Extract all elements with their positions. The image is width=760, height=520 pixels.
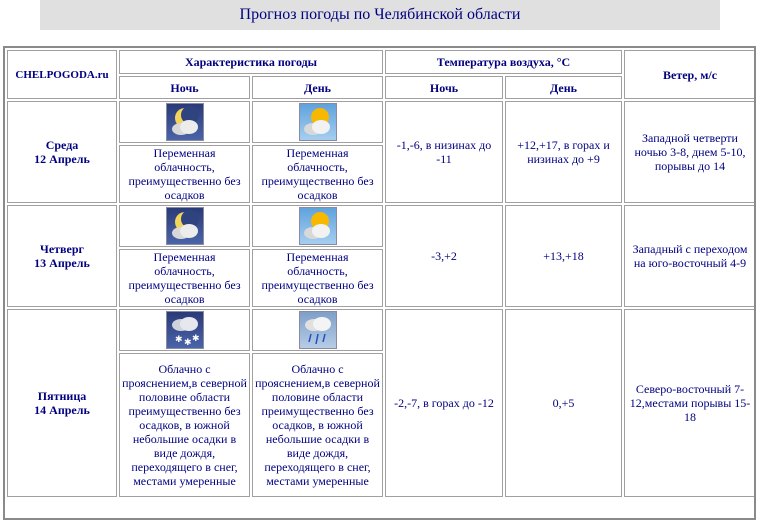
svg-text:✱: ✱ bbox=[183, 337, 192, 347]
brand-label: CHELPOGODA.ru bbox=[7, 50, 117, 99]
day-desc: Переменная облачность, преимущественно без осадков bbox=[252, 145, 383, 203]
forecast-table bbox=[5, 48, 756, 499]
day-icon-cell bbox=[252, 205, 383, 247]
day-desc: Переменная облачность, преимущественно без осадков bbox=[252, 249, 383, 307]
weekday: Среда bbox=[45, 138, 79, 152]
temp-night: -1,-6, в низинах до -11 bbox=[385, 101, 503, 203]
night-icon-cell bbox=[119, 205, 250, 247]
temp-night: -3,+2 bbox=[385, 205, 503, 307]
wind-header: Ветер, м/с bbox=[624, 50, 756, 99]
weekday: Пятница bbox=[37, 389, 87, 403]
night-desc: Переменная облачность, преимущественно без осадков bbox=[119, 145, 250, 203]
date: 12 Апрель bbox=[34, 152, 90, 166]
weather-day-header: День bbox=[252, 76, 383, 99]
snow-cloud-icon bbox=[166, 311, 204, 349]
day-icon-cell bbox=[252, 309, 383, 351]
temp-day: +13,+18 bbox=[505, 205, 622, 307]
temp-day-header: День bbox=[505, 76, 622, 99]
svg-text:✱: ✱ bbox=[191, 333, 200, 343]
day-desc: Облачно с прояснением,в северной половине области преимущественно без осадков, в южной небольшие осадки в виде дождя, переходящего в снег, местами умеренные bbox=[252, 353, 383, 497]
temp-day: 0,+5 bbox=[505, 309, 622, 497]
forecast-frame bbox=[3, 46, 756, 520]
temp-night-header: Ночь bbox=[385, 76, 503, 99]
night-icon-cell bbox=[119, 101, 250, 143]
rain-cloud-icon bbox=[299, 311, 337, 349]
night-icon-cell bbox=[119, 309, 250, 351]
moon-cloud-icon bbox=[166, 207, 204, 245]
day-label bbox=[7, 101, 117, 203]
date: 13 Апрель bbox=[34, 256, 90, 270]
night-desc: Облачно с прояснением,в северной половине области преимущественно без осадков, в южной небольшие осадки в виде дождя, переходящего в снег, местами умеренные bbox=[119, 353, 250, 497]
date: 14 Апрель bbox=[34, 403, 90, 417]
temp-day: +12,+17, в горах и низинах до +9 bbox=[505, 101, 622, 203]
weekday: Четверг bbox=[40, 242, 84, 256]
day-label bbox=[7, 205, 117, 307]
wind-value: Западной четверти ночью 3-8, днем 5-10, порывы до 14 bbox=[624, 101, 756, 203]
sun-cloud-icon bbox=[299, 207, 337, 245]
svg-text:✱: ✱ bbox=[174, 334, 183, 344]
temperature-header: Температура воздуха, °C bbox=[385, 50, 622, 74]
wind-value: Западный с переходом на юго-восточный 4-9 bbox=[624, 205, 756, 307]
moon-cloud-icon bbox=[166, 103, 204, 141]
day-label bbox=[7, 309, 117, 497]
temp-night: -2,-7, в горах до -12 bbox=[385, 309, 503, 497]
weather-night-header: Ночь bbox=[119, 76, 250, 99]
weather-char-header: Характеристика погоды bbox=[119, 50, 383, 74]
sun-cloud-icon bbox=[299, 103, 337, 141]
day-icon-cell bbox=[252, 101, 383, 143]
night-desc: Переменная облачность, преимущественно без осадков bbox=[119, 249, 250, 307]
page-title: Прогноз погоды по Челябинской области bbox=[40, 0, 720, 30]
wind-value: Северо-восточный 7-12,местами порывы 15-18 bbox=[624, 309, 756, 497]
